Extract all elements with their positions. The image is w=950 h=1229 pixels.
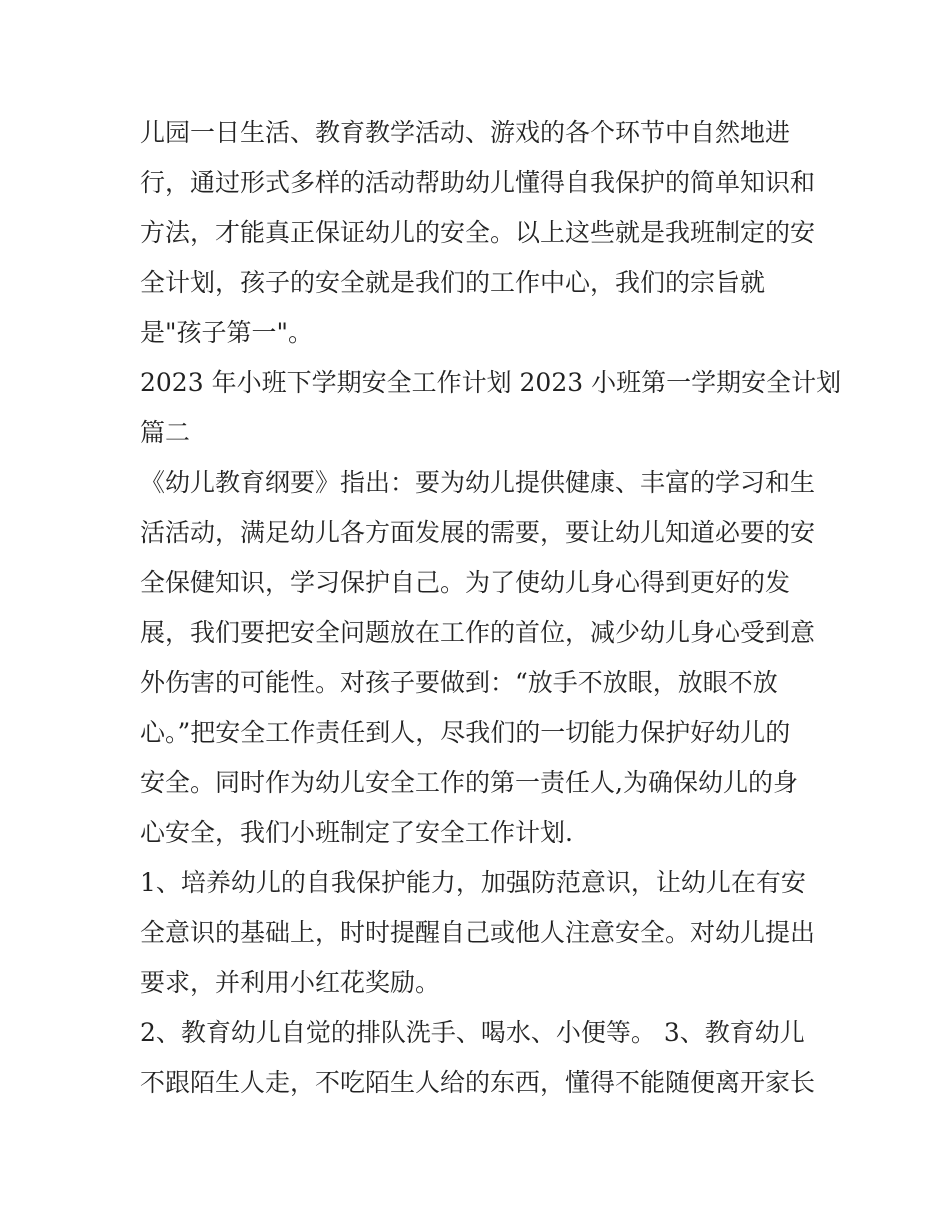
text-line: 方法，才能真正保证幼儿的安全。以上这些就是我班制定的安 bbox=[140, 218, 816, 247]
list-item-line: 要求，并利用小红花奖励。 bbox=[140, 968, 441, 997]
list-item-line: 2、教育幼儿自觉的排队洗手、喝水、小便等。 3、教育幼儿 bbox=[140, 1018, 805, 1047]
text-line: 是"孩子第一"。 bbox=[140, 318, 313, 347]
text-line: 安全。同时作为幼儿安全工作的第一责任人,为确保幼儿的身 bbox=[140, 768, 798, 797]
text-line: 全保健知识，学习保护自己。为了使幼儿身心得到更好的发 bbox=[140, 568, 791, 597]
document-body bbox=[140, 108, 842, 1108]
section-heading-line: 2023 年小班下学期安全工作计划 2023 小班第一学期安全计划 bbox=[140, 368, 842, 397]
text-line: 展，我们要把安全问题放在工作的首位，减少幼儿身心受到意 bbox=[140, 618, 816, 647]
text-line: 《幼儿教育纲要》指出：要为幼儿提供健康、丰富的学习和生 bbox=[140, 468, 816, 497]
list-item-line: 全意识的基础上，时时提醒自己或他人注意安全。对幼儿提出 bbox=[140, 918, 816, 947]
text-line: 心。”把安全工作责任到人，尽我们的一切能力保护好幼儿的 bbox=[140, 718, 791, 747]
text-line: 行，通过形式多样的活动帮助幼儿懂得自我保护的简单知识和 bbox=[140, 168, 816, 197]
text-line: 儿园一日生活、教育教学活动、游戏的各个环节中自然地进 bbox=[140, 118, 791, 147]
text-line: 全计划，孩子的安全就是我们的工作中心，我们的宗旨就 bbox=[140, 268, 766, 297]
text-line: 活活动，满足幼儿各方面发展的需要，要让幼儿知道必要的安 bbox=[140, 518, 816, 547]
list-item-line: 1、培养幼儿的自我保护能力，加强防范意识，让幼儿在有安 bbox=[140, 868, 806, 897]
text-line: 外伤害的可能性。对孩子要做到：“放手不放眼，放眼不放 bbox=[140, 668, 778, 697]
text-line: 心安全，我们小班制定了安全工作计划. bbox=[140, 818, 573, 847]
list-item-line: 不跟陌生人走，不吃陌生人给的东西，懂得不能随便离开家长 bbox=[140, 1068, 816, 1097]
section-heading-line: 篇二 bbox=[140, 418, 191, 447]
